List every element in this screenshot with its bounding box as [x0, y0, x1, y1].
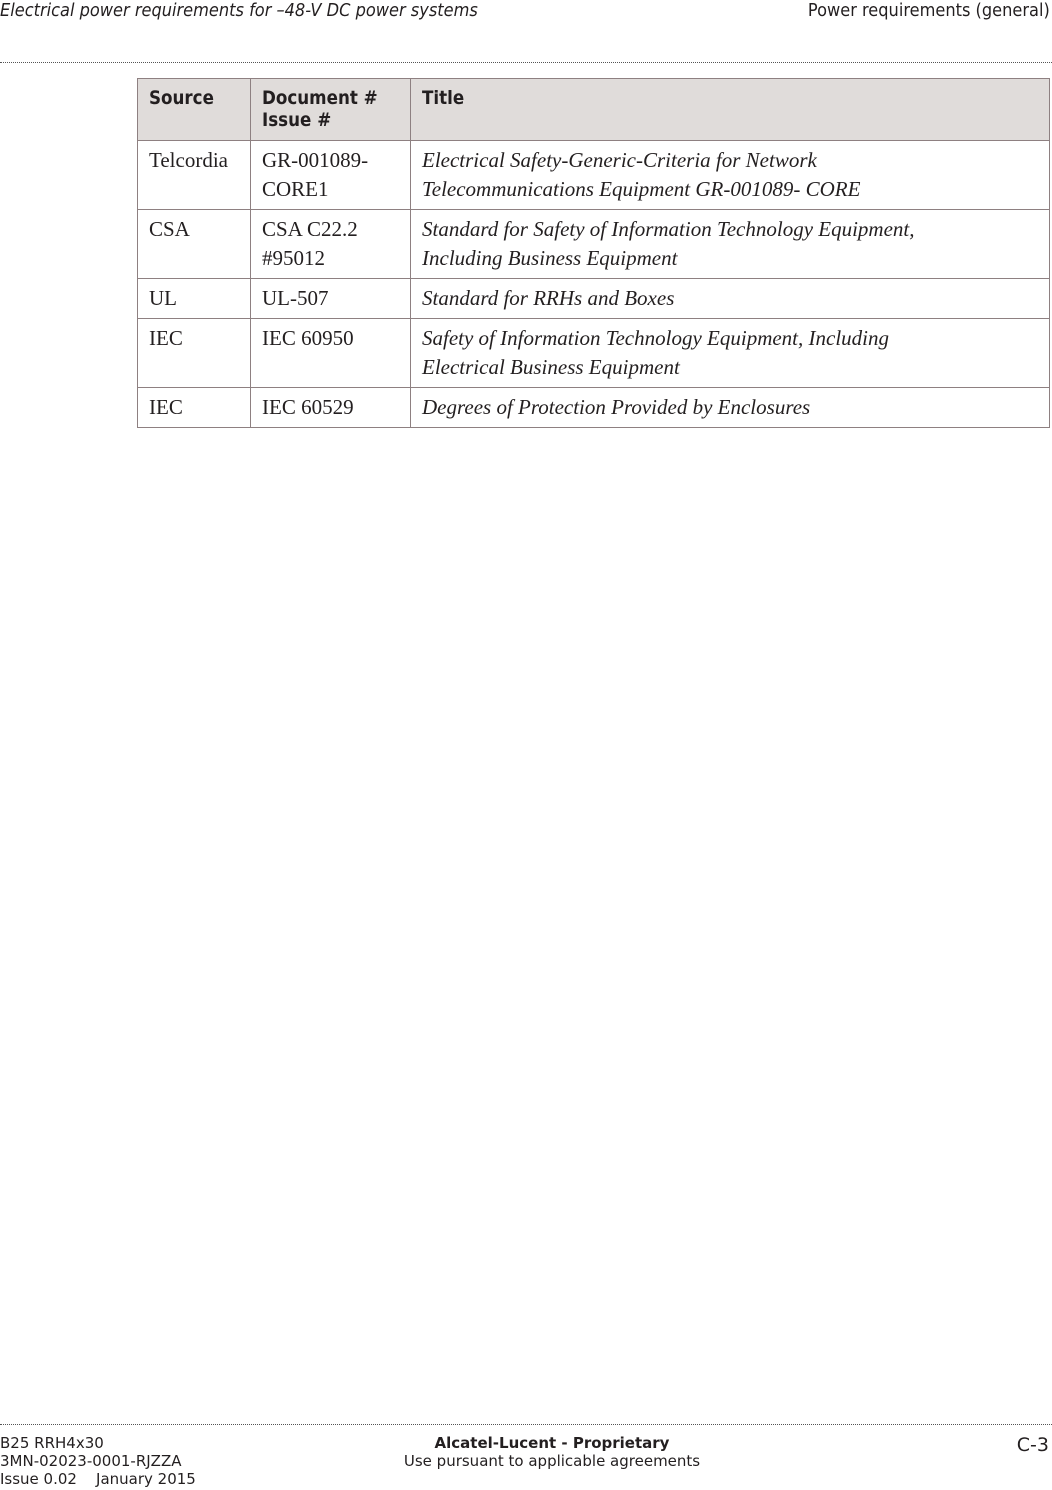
- cell-source: CSA: [138, 210, 251, 279]
- footer-document-info: [0, 1434, 196, 1488]
- table-row: [138, 388, 1050, 428]
- product-name: B25 RRH4x30: [0, 1434, 104, 1452]
- cell-source: UL: [138, 279, 251, 319]
- cell-title-line: Standard for Safety of Information Technology Equipment,: [422, 217, 915, 241]
- cell-title-line: Telecommunications Equipment GR-001089- CORE: [422, 177, 861, 201]
- column-header-source: Source: [138, 79, 251, 141]
- header-divider: [0, 62, 1052, 63]
- cell-document-line: UL-507: [262, 286, 329, 310]
- proprietary-label: Alcatel-Lucent - Proprietary: [434, 1434, 670, 1452]
- cell-document-line: IEC 60950: [262, 326, 354, 350]
- document-number: 3MN-02023-0001-RJZZA: [0, 1452, 182, 1470]
- cell-title: [411, 388, 1050, 428]
- cell-title: [411, 279, 1050, 319]
- cell-title-line: Electrical Safety-Generic-Criteria for Network: [422, 148, 817, 172]
- cell-title-line: Degrees of Protection Provided by Enclosures: [422, 395, 811, 419]
- cell-title: [411, 210, 1050, 279]
- cell-document: [251, 319, 411, 388]
- cell-title-line: Electrical Business Equipment: [422, 355, 680, 379]
- column-header-document: Document # Issue #: [251, 79, 411, 141]
- issue-date: Issue 0.02 January 2015: [0, 1470, 196, 1488]
- footer-divider: [0, 1424, 1052, 1425]
- running-header-left: Electrical power requirements for –48-V DC power systems: [0, 0, 478, 21]
- cell-document: [251, 210, 411, 279]
- cell-document: [251, 279, 411, 319]
- usage-notice: Use pursuant to applicable agreements: [403, 1452, 701, 1470]
- table-header-row: [138, 79, 1050, 141]
- running-header-right: Power requirements (general): [808, 0, 1050, 21]
- standards-table: [137, 78, 1050, 428]
- cell-source: IEC: [138, 319, 251, 388]
- cell-source: IEC: [138, 388, 251, 428]
- cell-document-line: CORE1: [262, 177, 329, 201]
- cell-title-line: Standard for RRHs and Boxes: [422, 286, 675, 310]
- page-number: C-3: [1016, 1434, 1049, 1456]
- cell-document: [251, 141, 411, 210]
- footer-proprietary-notice: [404, 1434, 700, 1470]
- cell-title: [411, 141, 1050, 210]
- cell-source: Telcordia: [138, 141, 251, 210]
- table-row: [138, 319, 1050, 388]
- cell-document-line: CSA C22.2: [262, 217, 358, 241]
- table-row: [138, 210, 1050, 279]
- cell-title: [411, 319, 1050, 388]
- cell-document: [251, 388, 411, 428]
- table-row: [138, 279, 1050, 319]
- cell-document-line: #95012: [262, 246, 325, 270]
- column-header-title: Title: [411, 79, 1050, 141]
- cell-document-line: GR-001089-: [262, 148, 369, 172]
- table-row: [138, 141, 1050, 210]
- cell-title-line: Safety of Information Technology Equipment, Including: [422, 326, 889, 350]
- cell-title-line: Including Business Equipment: [422, 246, 678, 270]
- cell-document-line: IEC 60529: [262, 395, 354, 419]
